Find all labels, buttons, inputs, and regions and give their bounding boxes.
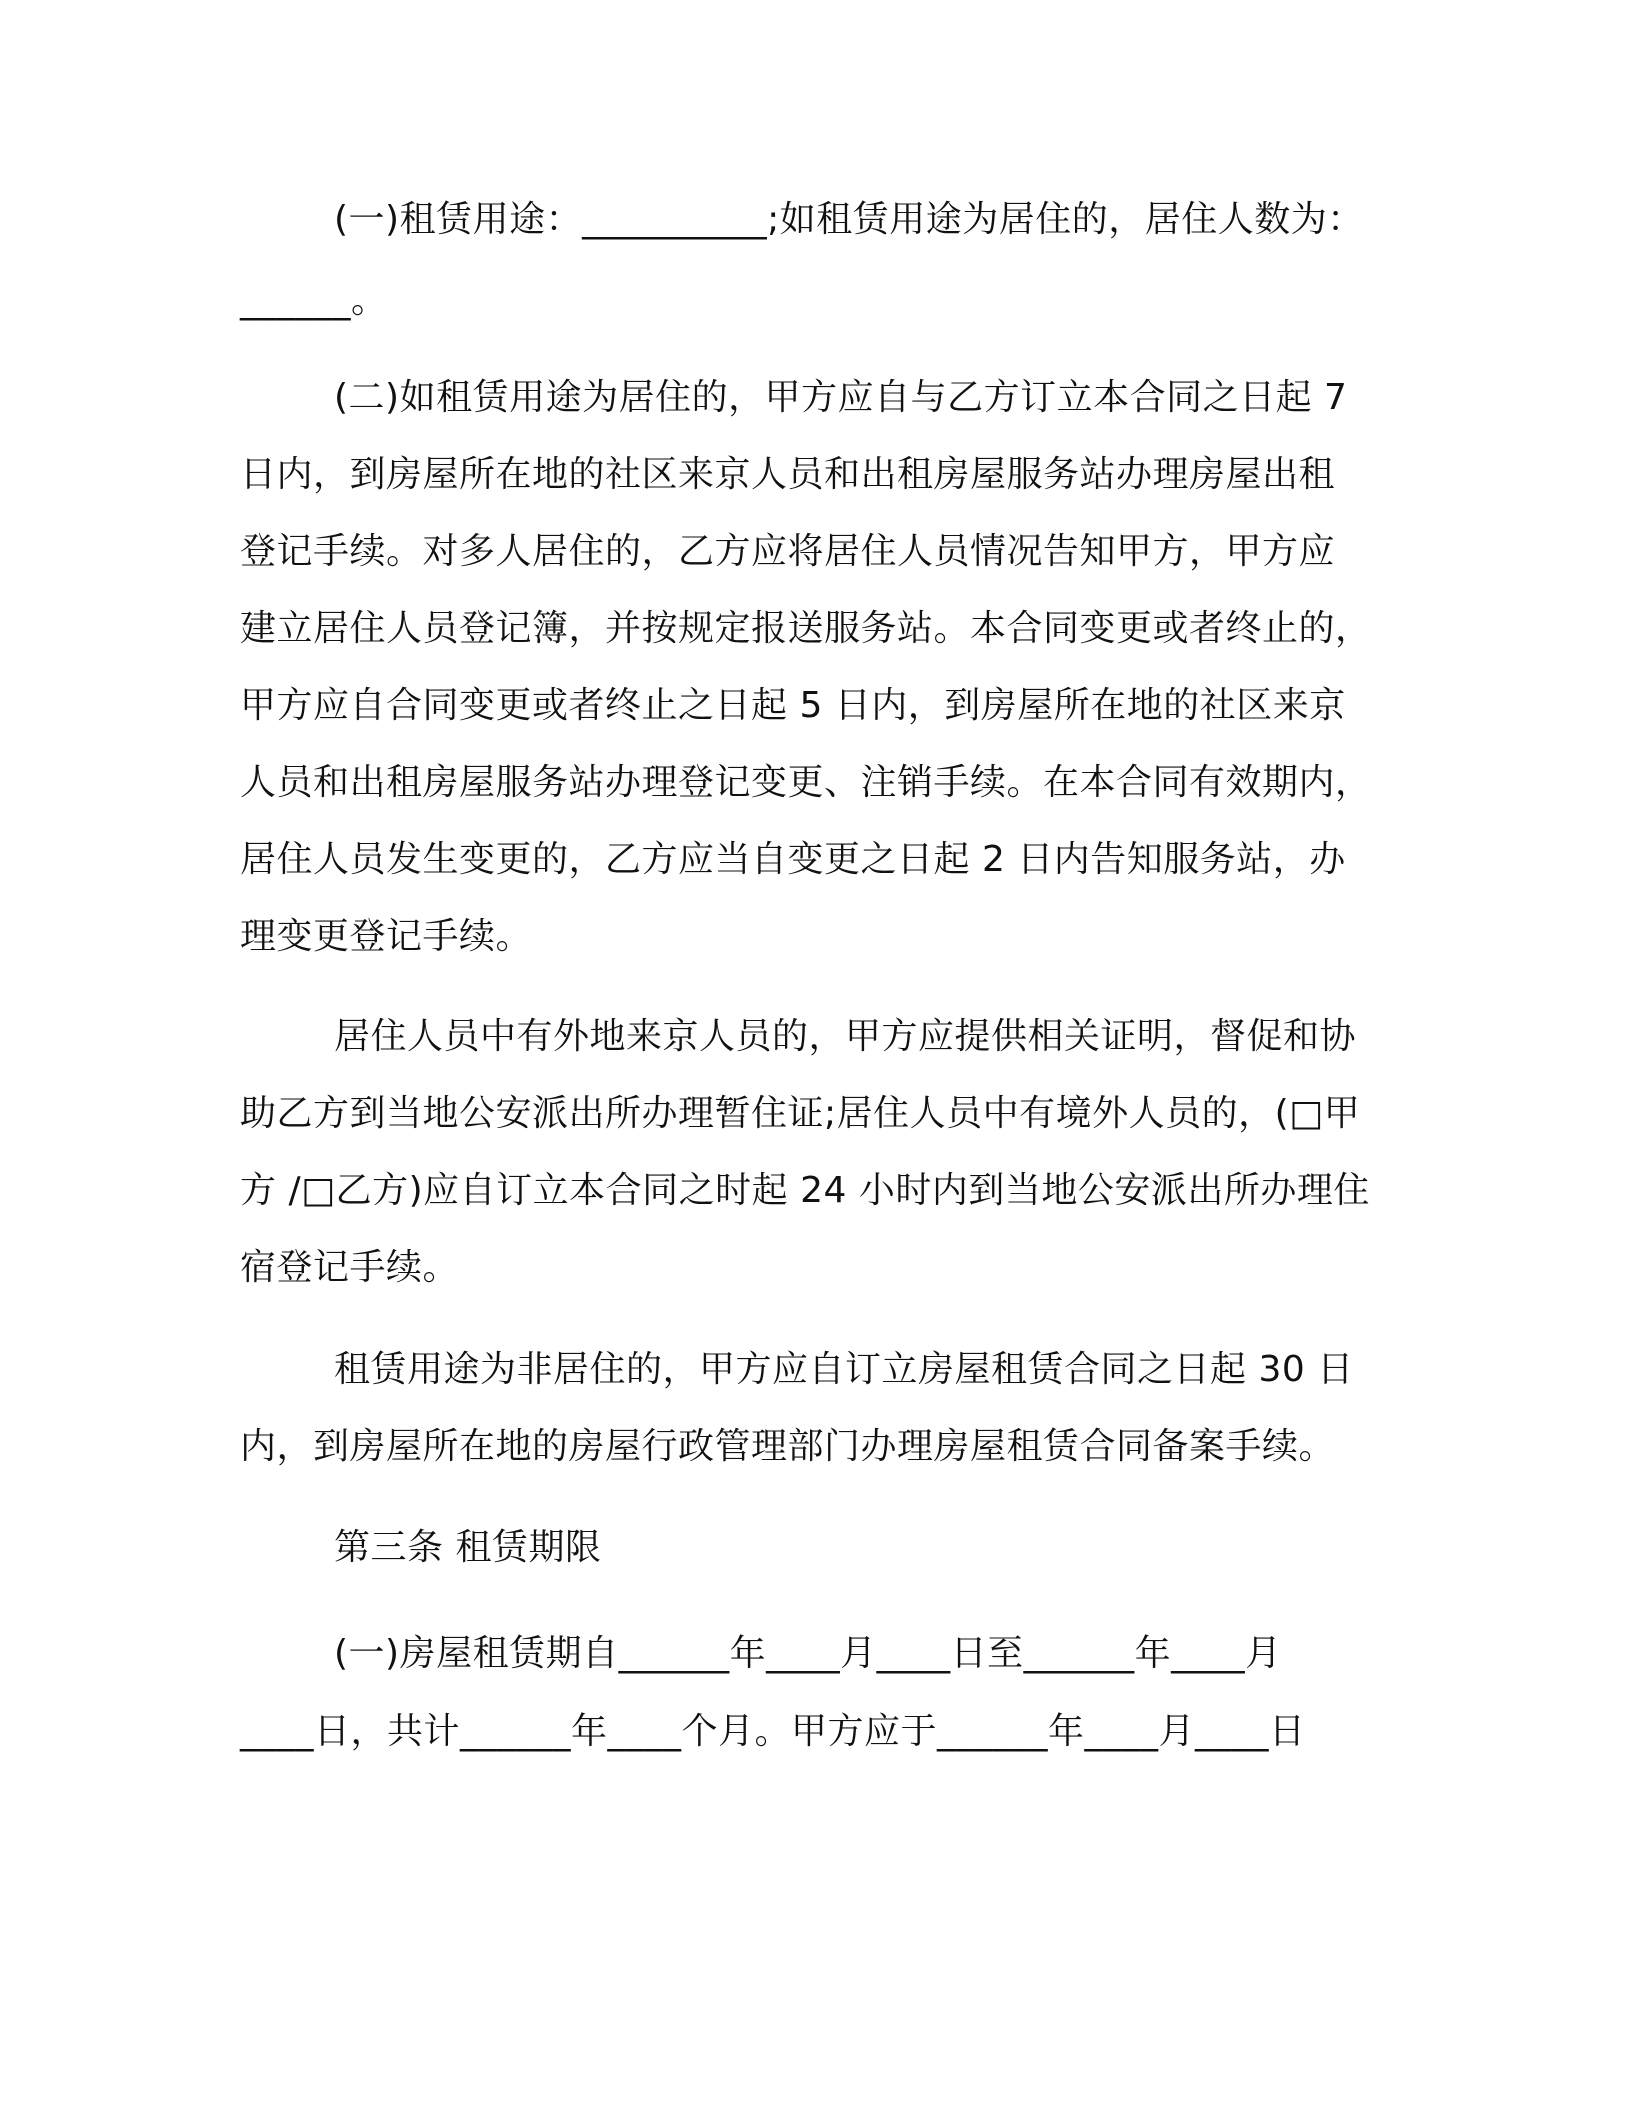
paragraph-line: 建立居住人员登记簿，并按规定报送服务站。本合同变更或者终止的， [240, 608, 1372, 649]
section-heading: 第三条 租赁期限 [334, 1527, 602, 1568]
paragraph-line: (二)如租赁用途为居住的，甲方应自与乙方订立本合同之日起 7 [334, 377, 1348, 418]
paragraph-line: 登记手续。对多人居住的，乙方应将居住人员情况告知甲方，甲方应 [240, 531, 1336, 572]
paragraph-line: (一)房屋租赁期自______年____月____日至______年____月 [334, 1633, 1282, 1674]
paragraph-line: 方 /□乙方)应自订立本合同之时起 24 小时内到当地公安派出所办理住 [240, 1170, 1370, 1211]
paragraph-line: (一)租赁用途：__________;如租赁用途为居住的，居住人数为： [334, 199, 1364, 240]
paragraph-line: ______。 [240, 280, 388, 321]
paragraph-line: ____日，共计______年____个月。甲方应于______年____月____日 [240, 1711, 1306, 1752]
paragraph-line: 助乙方到当地公安派出所办理暂住证;居住人员中有境外人员的，(□甲 [240, 1093, 1361, 1134]
paragraph-line: 宿登记手续。 [240, 1247, 460, 1288]
paragraph-line: 人员和出租房屋服务站办理登记变更、注销手续。在本合同有效期内， [240, 762, 1372, 803]
paragraph-line: 理变更登记手续。 [240, 916, 533, 957]
paragraph-line: 日内，到房屋所在地的社区来京人员和出租房屋服务站办理房屋出租 [240, 454, 1336, 495]
paragraph-line: 甲方应自合同变更或者终止之日起 5 日内，到房屋所在地的社区来京 [240, 685, 1346, 726]
paragraph-line: 居住人员中有外地来京人员的，甲方应提供相关证明，督促和协 [334, 1016, 1357, 1057]
paragraph-line: 居住人员发生变更的，乙方应当自变更之日起 2 日内告知服务站，办 [240, 839, 1346, 880]
paragraph-line: 内，到房屋所在地的房屋行政管理部门办理房屋租赁合同备案手续。 [240, 1426, 1336, 1467]
paragraph-line: 租赁用途为非居住的，甲方应自订立房屋租赁合同之日起 30 日 [334, 1349, 1354, 1390]
